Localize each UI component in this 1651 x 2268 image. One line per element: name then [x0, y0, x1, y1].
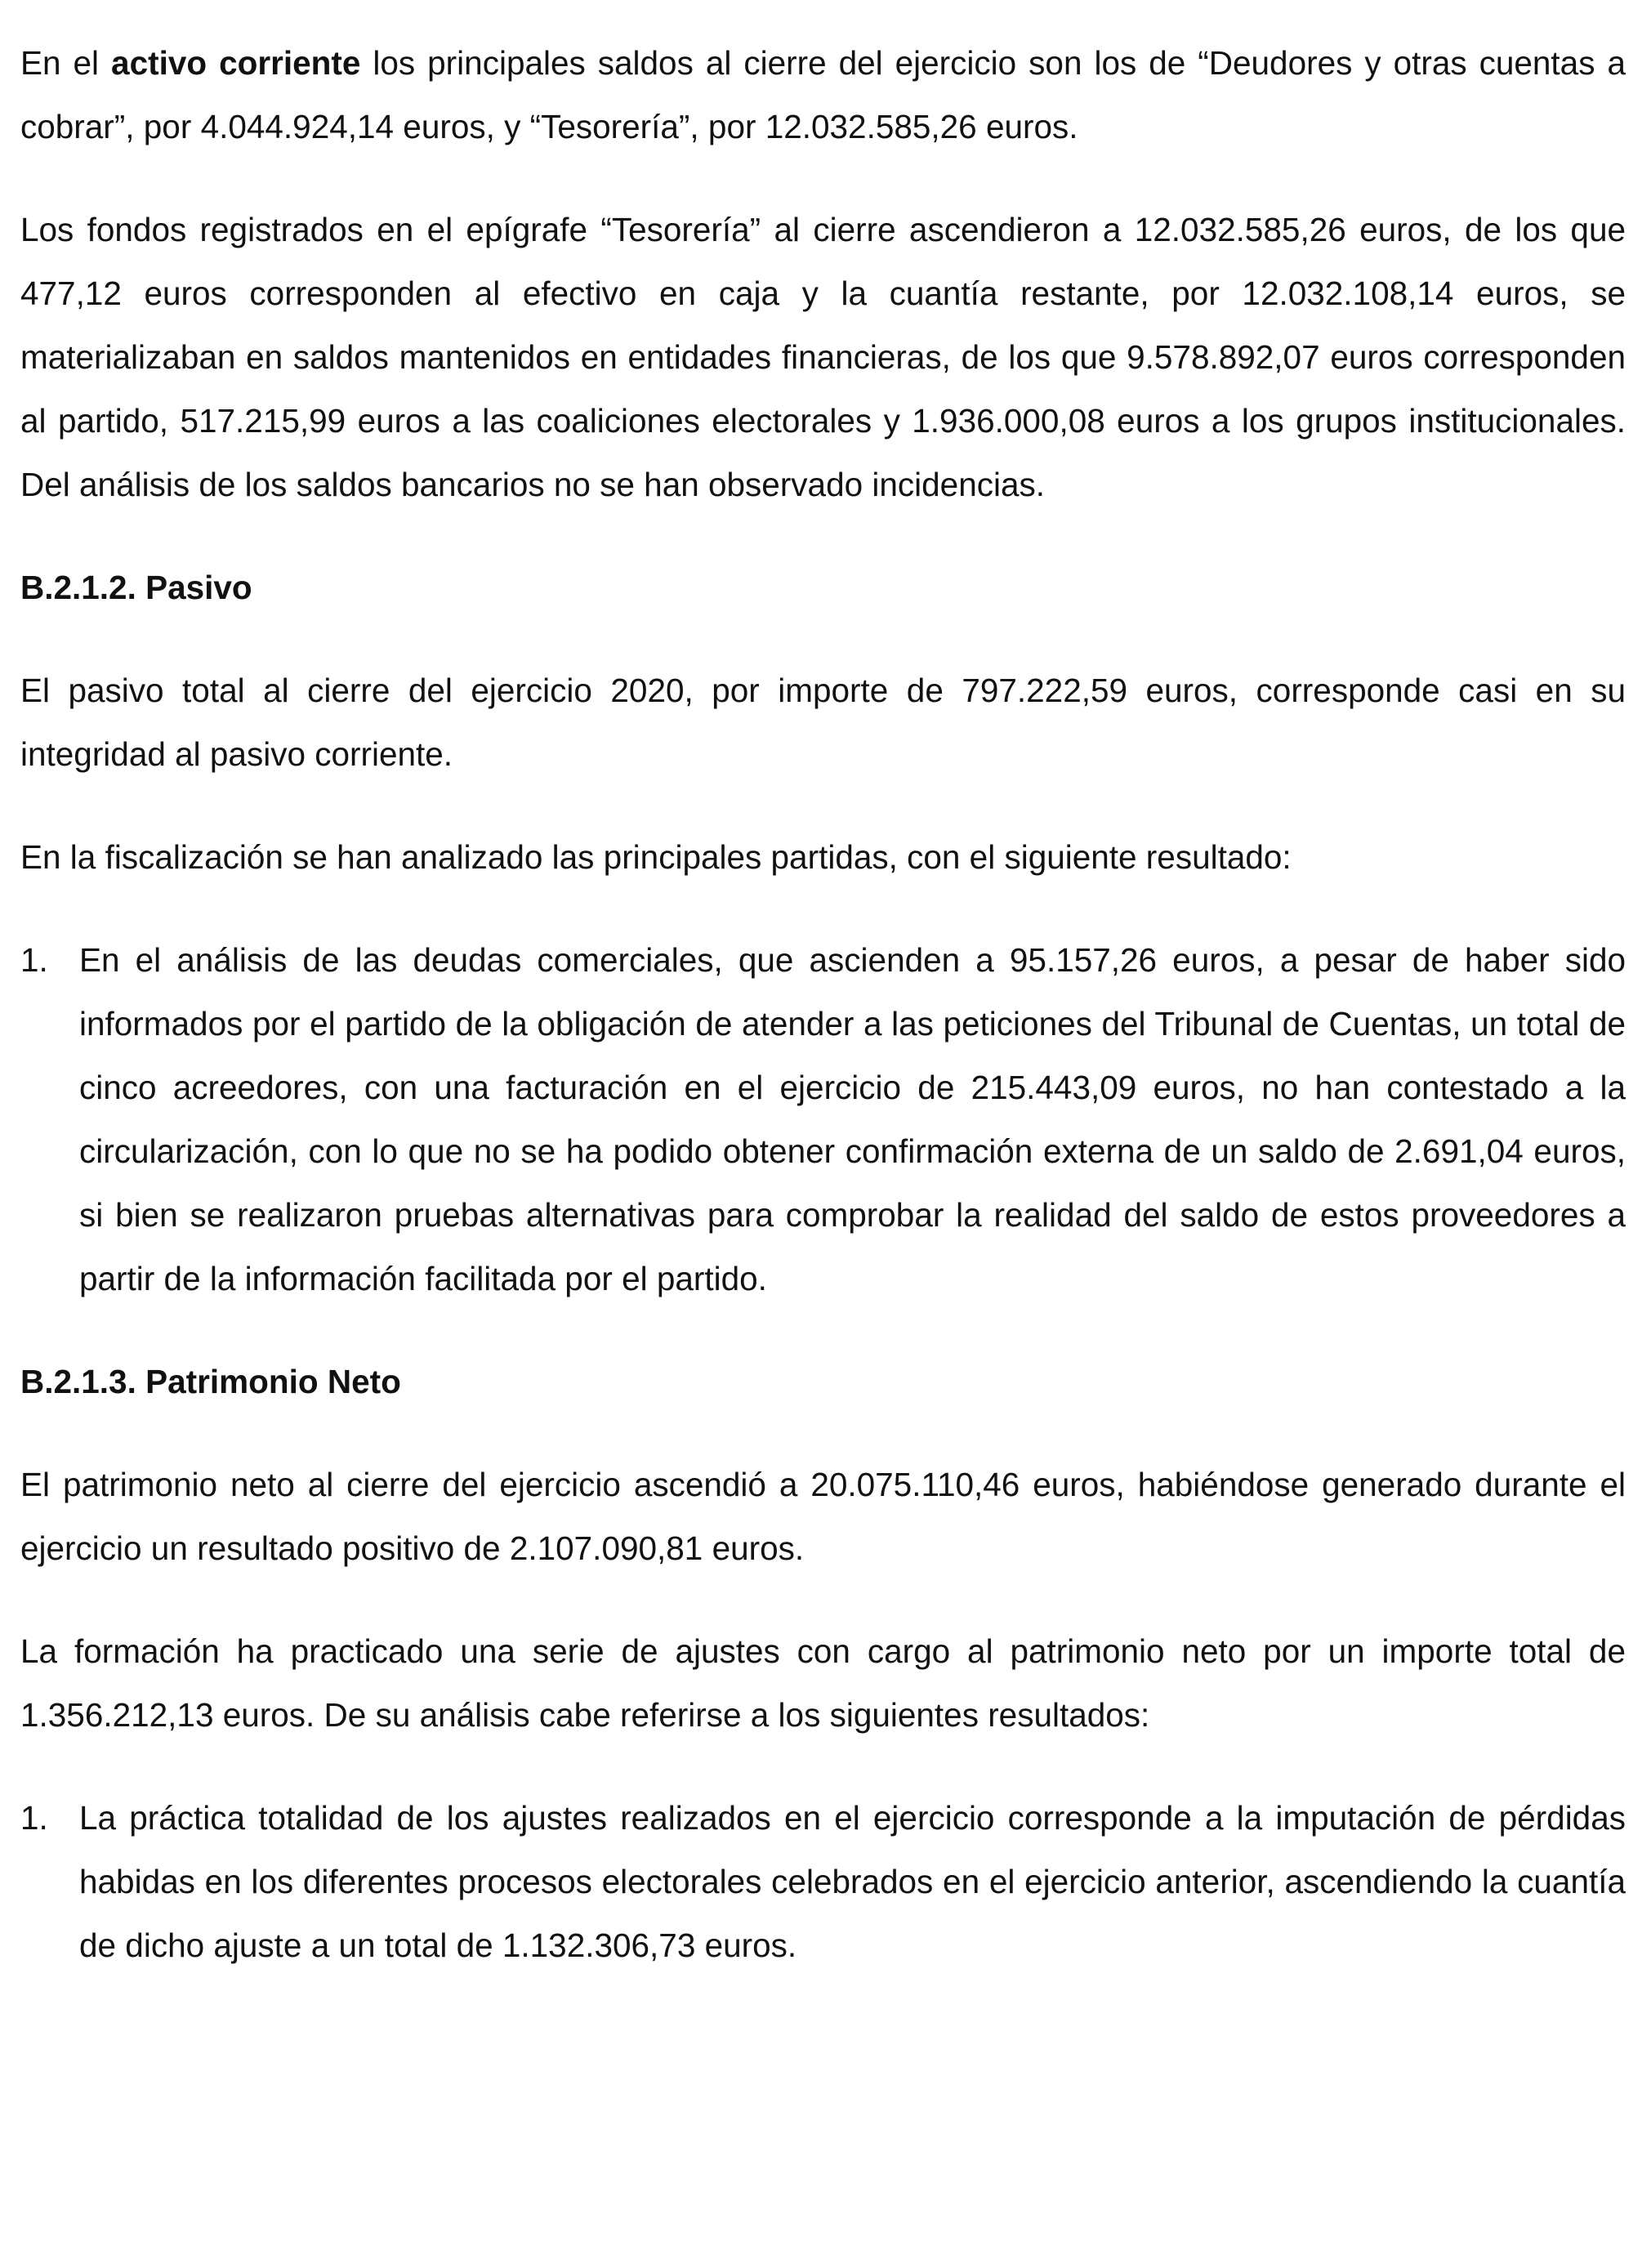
list-ajustes-results [20, 1786, 1626, 1977]
list-item [20, 928, 1626, 1310]
list-item-text: En el análisis de las deudas comerciales, que ascienden a 95.157,26 euros, a pesar de haber sido informados por el partido de la obligación de atender a las peticiones del Tribunal de Cuentas, un total de cinco acreedores, con una facturación en el ejercicio de 215.443,09 euros, no han contestado a la circularización, con lo que no se ha podido obtener confirmación externa de un saldo de 2.691,04 euros, si bien se realizaron pruebas alternativas para comprobar la realidad del saldo de estos proveedores a partir de la información facilitada por el partido. [79, 941, 1626, 1297]
paragraph-activo-corriente [20, 31, 1626, 158]
paragraph-ajustes: La formación ha practicado una serie de ajustes con cargo al patrimonio neto por un importe total de 1.356.212,13 euros. De su análisis cabe referirse a los siguientes resultados: [20, 1632, 1626, 1734]
document-page [20, 31, 1626, 2016]
paragraph-lead: En el [20, 44, 112, 82]
list-item [20, 1786, 1626, 1977]
paragraph-pasivo-total: El pasivo total al cierre del ejercicio 2020, por importe de 797.222,59 euros, corresponde casi en su integridad al pasivo corriente. [20, 672, 1626, 773]
paragraph-tesoreria: Los fondos registrados en el epígrafe “Tesorería” al cierre ascendieron a 12.032.585,26 euros, de los que 477,12 euros corresponden al efectivo en caja y la cuantía restante, por 12.032.108,14 euros, se materializaban en saldos mantenidos en entidades financieras, de los que 9.578.892,07 euros corresponden al partido, 517.215,99 euros a las coaliciones electorales y 1.936.000,08 euros a los grupos institucionales. Del análisis de los saldos bancarios no se han observado incidencias. [20, 211, 1626, 503]
paragraph-patrimonio-neto: El patrimonio neto al cierre del ejercicio ascendió a 20.075.110,46 euros, habiéndose generado durante el ejercicio un resultado positivo de 2.107.090,81 euros. [20, 1466, 1626, 1567]
section-heading-patrimonio-neto: B.2.1.3. Patrimonio Neto [20, 1363, 401, 1400]
paragraph-fiscalizacion: En la fiscalización se han analizado las principales partidas, con el siguiente resultado: [20, 838, 1292, 876]
list-pasivo-results [20, 928, 1626, 1310]
list-item-text: La práctica totalidad de los ajustes realizados en el ejercicio corresponde a la imputación de pérdidas habidas en los diferentes procesos electorales celebrados en el ejercicio anterior, ascendiendo la cuantía de dicho ajuste a un total de 1.132.306,73 euros. [79, 1799, 1626, 1964]
activo-corriente-term: activo corriente [111, 44, 361, 82]
section-heading-pasivo: B.2.1.2. Pasivo [20, 569, 252, 606]
list-item-number: 1. [20, 941, 48, 979]
list-item-number: 1. [20, 1799, 48, 1837]
paragraph-rest: los principales saldos al cierre del ejercicio son los de “Deudores y otras cuentas a cobrar”, por 4.044.924,14 euros, y “Tesorería”, por 12.032.585,26 euros. [20, 44, 1626, 145]
